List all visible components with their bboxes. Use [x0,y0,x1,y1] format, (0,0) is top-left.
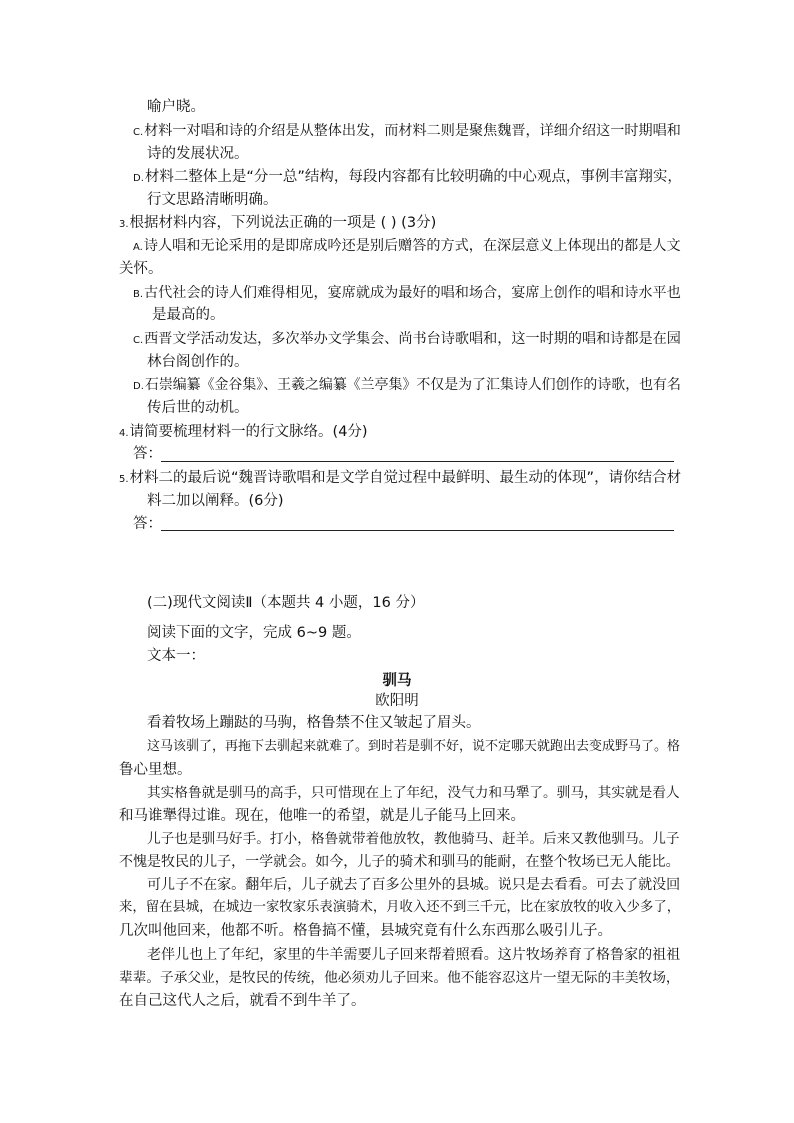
answer-label-q4: 答： [133,446,162,462]
option-text: 石崇编纂《金谷集》、王羲之编纂《兰亭集》不仅是为了汇集诗人们创作的诗歌，也有名 [144,377,681,393]
q3-option-b [133,284,681,304]
answer-label-q5: 答： [133,516,162,532]
option-text: 材料二整体上是“分一总”结构，每段内容都有比较明确的中心观点，事例丰富翔实， [144,169,682,185]
question-number: 3. [119,219,129,230]
story-line: 在自己这代人之后，就看不到牛羊了。 [119,993,366,1009]
story-line: 不愧是牧民的儿子，一学就会。如今，儿子的骑术和驯马的能耐，在整个牧场已无人能比。 [119,854,680,870]
answer-line-q5[interactable] [161,530,674,531]
option-label: B. [133,289,144,300]
text-label: 文本一： [147,648,205,664]
story-line: 几次叫他回来，他都不听。格鲁搞不懂，县城究竟有什么东西那么吸引儿子。 [119,923,612,939]
q3-option-a [133,237,681,257]
story-line: 可儿子不在家。翻年后，儿子就去了百多公里外的县城。说只是去看看。可去了就没回 [147,877,681,893]
question-5-stem [119,469,681,489]
q2-option-d-cont: 行文思路清晰明确。 [147,192,278,208]
q2-option-c-cont: 诗的发展状况。 [147,146,249,162]
question-4-stem [119,423,368,443]
option-label: C. [133,335,144,346]
question-number: 4. [119,428,129,439]
story-line: 鲁心里想。 [119,762,192,778]
question-text: 材料二的最后说“魏晋诗歌唱和是文学自觉过程中最鲜明、最生动的体现”，请你结合材 [129,470,682,486]
option-label: D. [133,173,144,184]
section-instruction: 阅读下面的文字，完成 6~9 题。 [147,625,361,641]
section-heading: (二)现代文阅读Ⅱ（本题共 4 小题，16 分） [147,595,425,611]
story-title: 驯马 [382,673,412,689]
q3-option-d-cont: 传后世的动机。 [147,400,249,416]
story-line: 儿子也是驯马好手。打小，格鲁就带着他放牧，教他骑马、赶羊。后来又教他驯马。儿子 [147,831,680,847]
story-line: 看着牧场上蹦跶的马驹，格鲁禁不住又皱起了眉头。 [147,715,481,731]
story-line: 老伴儿也上了年纪，家里的牛羊需要儿子回来帮着照看。这片牧场养育了格鲁家的祖祖 [147,947,681,963]
q3-option-a-cont: 关怀。 [119,261,163,277]
q2-option-d [133,168,682,188]
option-text: 西晋文学活动发达，多次举办文学集会、尚书台诗歌唱和，这一时期的唱和诗都是在园 [144,331,681,347]
option-label: A. [133,242,143,253]
question-5-cont: 料二加以阐释。(6分) [147,493,284,509]
story-line: 其实格鲁就是驯马的高手，只可惜现在上了年纪，没气力和马犟了。驯马，其实就是看人 [147,785,680,801]
option-label: C. [133,127,144,138]
story-author: 欧阳明 [375,693,419,709]
question-3-stem [119,214,436,234]
answer-line-q4[interactable] [161,461,674,462]
story-line: 和马谁犟得过谁。现在，他唯一的希望，就是儿子能马上回来。 [119,808,525,824]
question-text: 请简要梳理材料一的行文脉络。(4分) [129,424,368,440]
q3-option-d [133,376,681,396]
q3-option-c-cont: 林台阁创作的。 [147,354,249,370]
q2-option-tail: 喻户晓。 [147,99,205,115]
option-text: 古代社会的诗人们难得相见，宴席就成为最好的唱和场合，宴席上创作的唱和诗水平也 [144,285,681,301]
q3-option-c [133,330,681,350]
option-text: 诗人唱和无论采用的是即席成吟还是别后赠答的方式，在深层意义上体现出的都是人文 [143,238,681,254]
q3-option-b-cont: 是最高的。 [152,307,225,323]
option-label: D. [133,381,144,392]
story-line: 辈辈。子承父业，是牧民的传统，他必须劝儿子回来。他不能容忍这片一望无际的丰美牧场， [119,970,680,986]
question-text: 根据材料内容，下列说法正确的一项是 ( ) (3分) [129,215,437,231]
option-text: 材料一对唱和诗的介绍是从整体出发，而材料二则是聚焦魏晋，详细介绍这一时期唱和 [144,123,681,139]
question-number: 5. [119,474,129,485]
q2-option-c [133,122,681,142]
story-line: 这马该驯了，再拖下去驯起来就难了。到时若是驯不好，说不定哪天就跑出去变成野马了。格 [147,739,681,754]
story-line: 来，留在县城，在城边一家牧家乐表演骑术，月收入还不到三千元，比在家放牧的收入少多了， [119,900,681,915]
